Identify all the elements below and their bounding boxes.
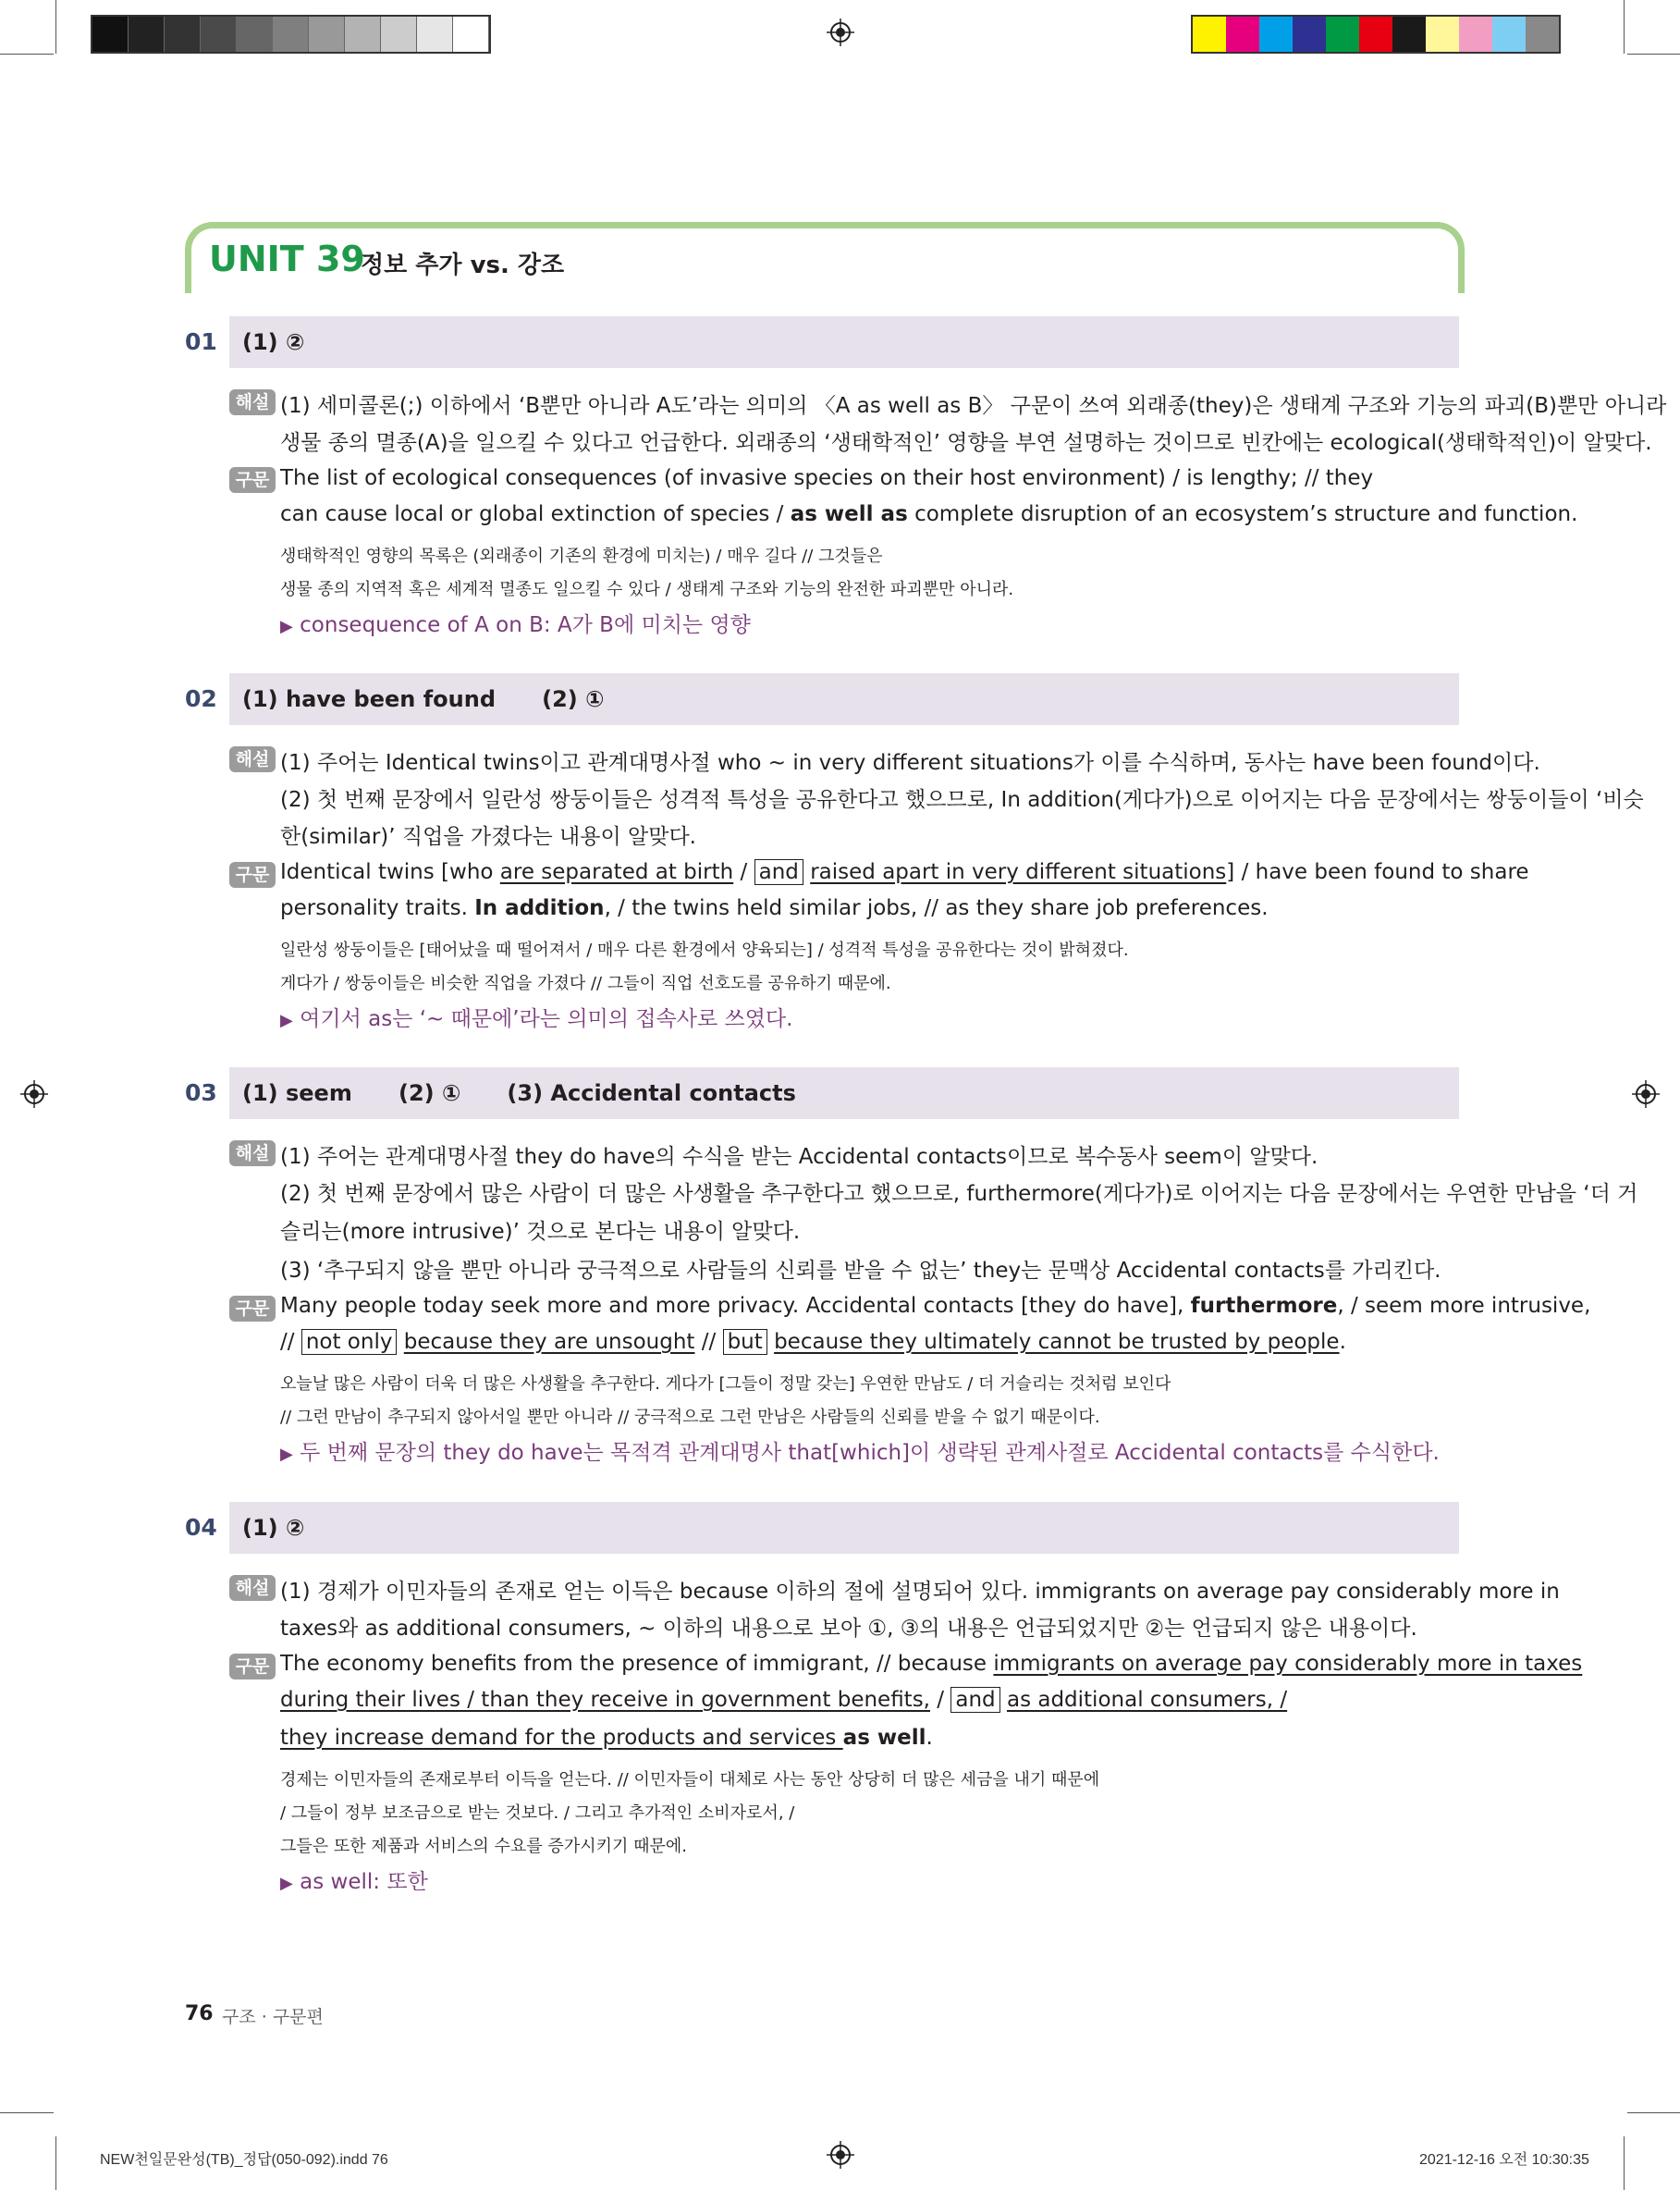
color-patch [1359, 17, 1392, 52]
cmyk-color-bar [1191, 15, 1561, 54]
triangle-bullet-icon: ▶ [280, 1011, 293, 1030]
color-patch [1459, 17, 1492, 52]
sentence-line: during their lives / than they receive in government benefits, / and as additional consumers, / [280, 1688, 1288, 1712]
structure-badge: 구문 [229, 862, 276, 888]
explanation-badge: 해설 [229, 746, 276, 772]
color-patch [1326, 17, 1359, 52]
gray-patch [453, 17, 489, 52]
explanation-line: (3) ‘추구되지 않을 뿐만 아니라 궁극적으로 사람들의 신뢰를 받을 수 없는’ they는 문맥상 Accidental contacts를 가리킨다. [280, 1259, 1441, 1283]
sentence-line: The economy benefits from the presence of immigrant, // because immigrants on average pay considerably more in taxes [280, 1652, 1583, 1676]
grayscale-color-bar [91, 15, 491, 54]
color-patch [1193, 17, 1226, 52]
gray-patch [309, 17, 345, 52]
sentence-line: can cause local or global extinction of species / as well as complete disruption of an ecosystem’s structure and function. [280, 502, 1578, 526]
translation-line: / 그들이 정부 보조금으로 받는 것보다. / 그리고 추가적인 소비자로서, / [280, 1803, 795, 1823]
grammar-note: ▶ 여기서 as는 ‘~ 때문에’라는 의미의 접속사로 쓰였다. [280, 1007, 793, 1031]
structure-badge: 구문 [229, 1296, 276, 1322]
question-number: 02 [185, 685, 217, 712]
explanation-line: (1) 주어는 Identical twins이고 관계대명사절 who ~ in very different situations가 이를 수식하며, 동사는 have been found이다. [280, 751, 1540, 775]
page-number: 76 [185, 2002, 214, 2025]
explanation-badge: 해설 [229, 389, 276, 415]
explanation-line: (2) 첫 번째 문장에서 일란성 쌍둥이들은 성격적 특성을 공유한다고 했으므로, In addition(게다가)으로 이어지는 다음 문장에서는 쌍둥이들이 ‘비슷 [280, 788, 1644, 812]
answer-bar [229, 316, 1459, 368]
color-patch [1293, 17, 1326, 52]
crop-mark [0, 54, 54, 55]
gray-patch [201, 17, 237, 52]
print-date: 2021-12-16 오전 10:30:35 [1419, 2152, 1589, 2168]
structure-badge: 구문 [229, 467, 276, 493]
answer-text: (1) have been found (2) ① [242, 686, 605, 712]
crop-mark [55, 2136, 56, 2190]
translation-line: 오늘날 많은 사람이 더욱 더 많은 사생활을 추구한다. 게다가 [그들이 정말 갖는] 우연한 만남도 / 더 거슬리는 것처럼 보인다 [280, 1374, 1171, 1394]
crop-mark [1624, 2136, 1625, 2190]
crop-mark [0, 2112, 54, 2113]
translation-line: 일란성 쌍둥이들은 [태어났을 때 떨어져서 / 매우 다른 환경에서 양육되는] / 성격적 특성을 공유한다는 것이 밝혀졌다. [280, 941, 1129, 960]
gray-patch [417, 17, 453, 52]
color-patch [1492, 17, 1526, 52]
gray-patch [129, 17, 165, 52]
color-patch [1259, 17, 1293, 52]
sentence-line: personality traits. In addition, / the twins held similar jobs, // as they share job preferences. [280, 896, 1269, 920]
crop-mark [1624, 0, 1625, 54]
triangle-bullet-icon: ▶ [280, 1874, 293, 1893]
grammar-note: ▶ 두 번째 문장의 they do have는 목적격 관계대명사 that[which]이 생략된 관계사절로 Accidental contacts를 수식한다. [280, 1441, 1440, 1465]
gray-patch [381, 17, 417, 52]
unit-title: UNIT 39 [209, 239, 365, 279]
explanation-badge: 해설 [229, 1575, 276, 1601]
crop-mark [1627, 54, 1680, 55]
answer-bar [229, 1502, 1459, 1554]
gray-patch [165, 17, 201, 52]
question-number: 01 [185, 328, 217, 355]
translation-line: 게다가 / 쌍둥이들은 비슷한 직업을 가졌다 // 그들이 직업 선호도를 공유하기 때문에. [280, 974, 891, 993]
registration-mark-icon [1632, 1080, 1660, 1108]
answer-text: (1) ② [242, 1515, 305, 1541]
gray-patch [345, 17, 381, 52]
explanation-line: 한(similar)’ 직업을 가졌다는 내용이 알맞다. [280, 825, 696, 849]
triangle-bullet-icon: ▶ [280, 1445, 293, 1464]
sentence-line: they increase demand for the products and services as well. [280, 1726, 933, 1750]
gray-patch [237, 17, 273, 52]
explanation-line: taxes와 as additional consumers, ~ 이하의 내용으로 보아 ①, ③의 내용은 언급되었지만 ②는 언급되지 않은 내용이다. [280, 1617, 1417, 1641]
grammar-note: ▶ as well: 또한 [280, 1870, 428, 1894]
answer-text: (1) seem (2) ① (3) Accidental contacts [242, 1080, 796, 1106]
translation-line: // 그런 만남이 추구되지 않아서일 뿐만 아니라 // 궁극적으로 그런 만남은 사람들의 신뢰를 받을 수 없기 때문이다. [280, 1408, 1100, 1427]
registration-mark-icon [20, 1080, 48, 1108]
crop-mark [1627, 2112, 1680, 2113]
structure-badge: 구문 [229, 1654, 276, 1679]
translation-line: 생물 종의 지역적 혹은 세계적 멸종도 일으킬 수 있다 / 생태계 구조와 기능의 완전한 파괴뿐만 아니라. [280, 580, 1014, 599]
color-patch [1426, 17, 1459, 52]
triangle-bullet-icon: ▶ [280, 617, 293, 636]
translation-line: 경제는 이민자들의 존재로부터 이득을 얻는다. // 이민자들이 대체로 사는 동안 상당히 더 많은 세금을 내기 때문에 [280, 1770, 1100, 1790]
explanation-line: (1) 주어는 관계대명사절 they do have의 수식을 받는 Accidental contacts이므로 복수동사 seem이 알맞다. [280, 1145, 1318, 1169]
translation-line: 생태학적인 영향의 목록은 (외래종이 기존의 환경에 미치는) / 매우 길다 // 그것들은 [280, 547, 883, 566]
explanation-line: 슬리는(more intrusive)’ 것으로 본다는 내용이 알맞다. [280, 1220, 801, 1244]
translation-line: 그들은 또한 제품과 서비스의 수요를 증가시키기 때문에. [280, 1837, 687, 1856]
unit-subtitle: 정보 추가 vs. 강조 [361, 252, 565, 279]
color-patch [1392, 17, 1426, 52]
crop-mark [55, 0, 56, 54]
sentence-line: The list of ecological consequences (of invasive species on their host environment) / is lengthy; // they [280, 466, 1374, 490]
sentence-line: // not only because they are unsought // but because they ultimately cannot be trusted by people. [280, 1330, 1346, 1354]
explanation-line: 생물 종의 멸종(A)을 일으킬 수 있다고 언급한다. 외래종의 ‘생태학적인’ 영향을 부연 설명하는 것이므로 빈칸에는 ecological(생태학적인)이 알맞다. [280, 431, 1652, 455]
sentence-line: Many people today seek more and more privacy. Accidental contacts [they do have], furthermore, / seem more intrusive, [280, 1294, 1591, 1318]
grammar-note: ▶ consequence of A on B: A가 B에 미치는 영향 [280, 613, 751, 637]
answer-text: (1) ② [242, 329, 305, 355]
gray-patch [273, 17, 309, 52]
color-patch [1526, 17, 1559, 52]
file-slug: NEW천일문완성(TB)_정답(050-092).indd 76 [100, 2152, 388, 2168]
explanation-line: (1) 세미콜론(;) 이하에서 ‘B뿐만 아니라 A도’라는 의미의 〈A as well as B〉 구문이 쓰여 외래종(they)은 생태계 구조와 기능의 파괴(B)뿐만 아니라 [280, 394, 1667, 418]
gray-patch [92, 17, 129, 52]
registration-mark-icon [827, 18, 854, 46]
question-number: 04 [185, 1514, 217, 1541]
explanation-badge: 해설 [229, 1140, 276, 1166]
color-patch [1226, 17, 1259, 52]
sentence-line: Identical twins [who are separated at birth / and raised apart in very different situations] / have been found to share [280, 860, 1529, 884]
question-number: 03 [185, 1079, 217, 1106]
registration-mark-icon [827, 2141, 854, 2169]
section-label: 구조 · 구문편 [222, 2007, 324, 2027]
explanation-line: (2) 첫 번째 문장에서 많은 사람이 더 많은 사생활을 추구한다고 했으므로, furthermore(게다가)로 이어지는 다음 문장에서는 우연한 만남을 ‘더 거 [280, 1182, 1638, 1206]
explanation-line: (1) 경제가 이민자들의 존재로 얻는 이득은 because 이하의 절에 설명되어 있다. immigrants on average pay considerably more in [280, 1580, 1560, 1604]
